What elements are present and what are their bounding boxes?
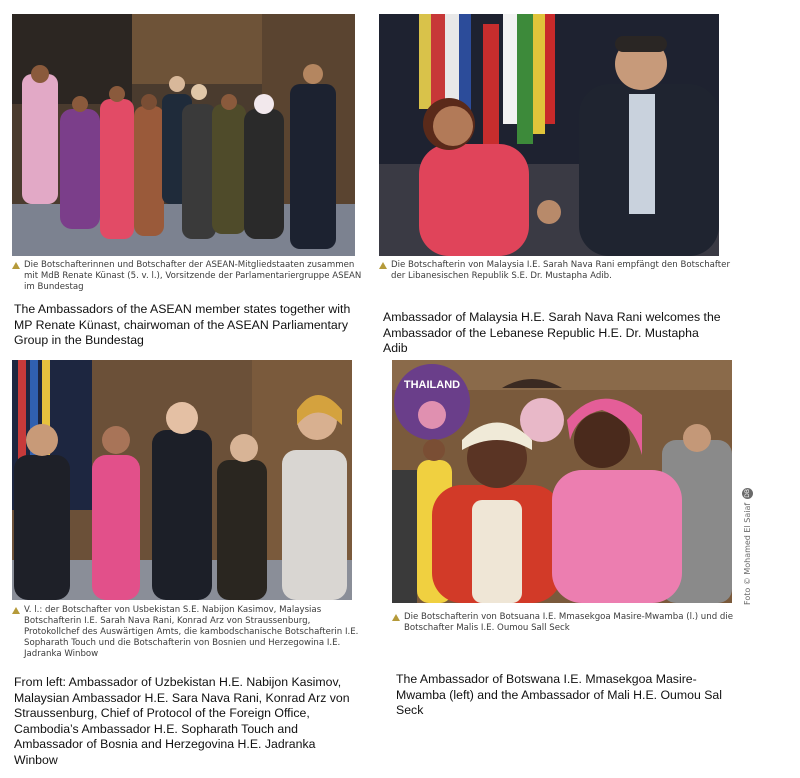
photo-botswana-mali-caption-en: The Ambassador of Botswana I.E. Mmasekgoa Masire-Mwamba (left) and the Ambassador of Mali H.E. Oumou Sal Seck xyxy=(396,672,723,717)
credit-logo-icon: DB xyxy=(744,488,751,498)
caption-marker-icon xyxy=(392,614,400,621)
photo-botswana-mali xyxy=(392,360,732,603)
caption-marker-icon xyxy=(379,262,387,269)
photo-five-ambassadors-caption-de: V. l.: der Botschafter von Usbekistan S.E. Nabijon Kasimov, Malaysias Botschafterin I.E. Sarah Nava Rani, Konrad Arz von Straussenburg, Protokollchef des Auswärtigen Amts, die kambodschanische Botschafterin I.E. Sopharath Touch und die Botschafterin von Bosnien und Herzegowina I.E. Jadranka Winbow xyxy=(12,605,364,660)
photo-five-ambassadors xyxy=(12,360,352,600)
photo-asean-group xyxy=(12,14,355,256)
thailand-sign-text: THAILAND xyxy=(403,379,461,391)
photo-botswana-mali-caption-de: Die Botschafterin von Botsuana I.E. Mmasekgoa Masire-Mwamba (l.) und die Botschafter Malis I.E. Oumou Sall Seck xyxy=(392,612,744,634)
photo-five-ambassadors-caption-en: From left: Ambassador of Uzbekistan H.E. Nabijon Kasimov, Malaysian Ambassador H.E. Sara Nava Rani, Konrad Arz von Straussenburg, Chief of Protocol of the Foreign Office, Cambodia’s Ambassador H.E. Sopharath Touch and Ambassador of Bosnia and Herzegovina H.E. Jadranka Winbow xyxy=(14,675,350,767)
caption-marker-icon xyxy=(12,262,20,269)
photo-asean-group-caption-de: Die Botschafterinnen und Botschafter der ASEAN-Mitgliedstaaten zusammen mit MdB Renate Künast (5. v. l.), Vorsitzende der Parlamentariergruppe ASEAN im Bundestag xyxy=(12,260,364,293)
caption-marker-icon xyxy=(12,607,20,614)
photo-malaysia-lebanon-caption-en: Ambassador of Malaysia H.E. Sarah Nava Rani welcomes the Ambassador of the Lebanese Republic H.E. Dr. Mustapha Adib xyxy=(383,310,721,355)
photo-asean-group-caption-en: The Ambassadors of the ASEAN member states together with MP Renate Künast, chairwoman of the ASEAN Parliamentary Group in the Bundestag xyxy=(14,302,351,347)
photo-malaysia-lebanon xyxy=(379,14,719,256)
photo-malaysia-lebanon-caption-de: Die Botschafterin von Malaysia I.E. Sarah Nava Rani empfängt den Botschafter der Libanesischen Republik S.E. Dr. Mustapha Adib. xyxy=(379,260,736,282)
photo-credit: Foto © Mohamed El SaiafDB xyxy=(743,488,752,605)
